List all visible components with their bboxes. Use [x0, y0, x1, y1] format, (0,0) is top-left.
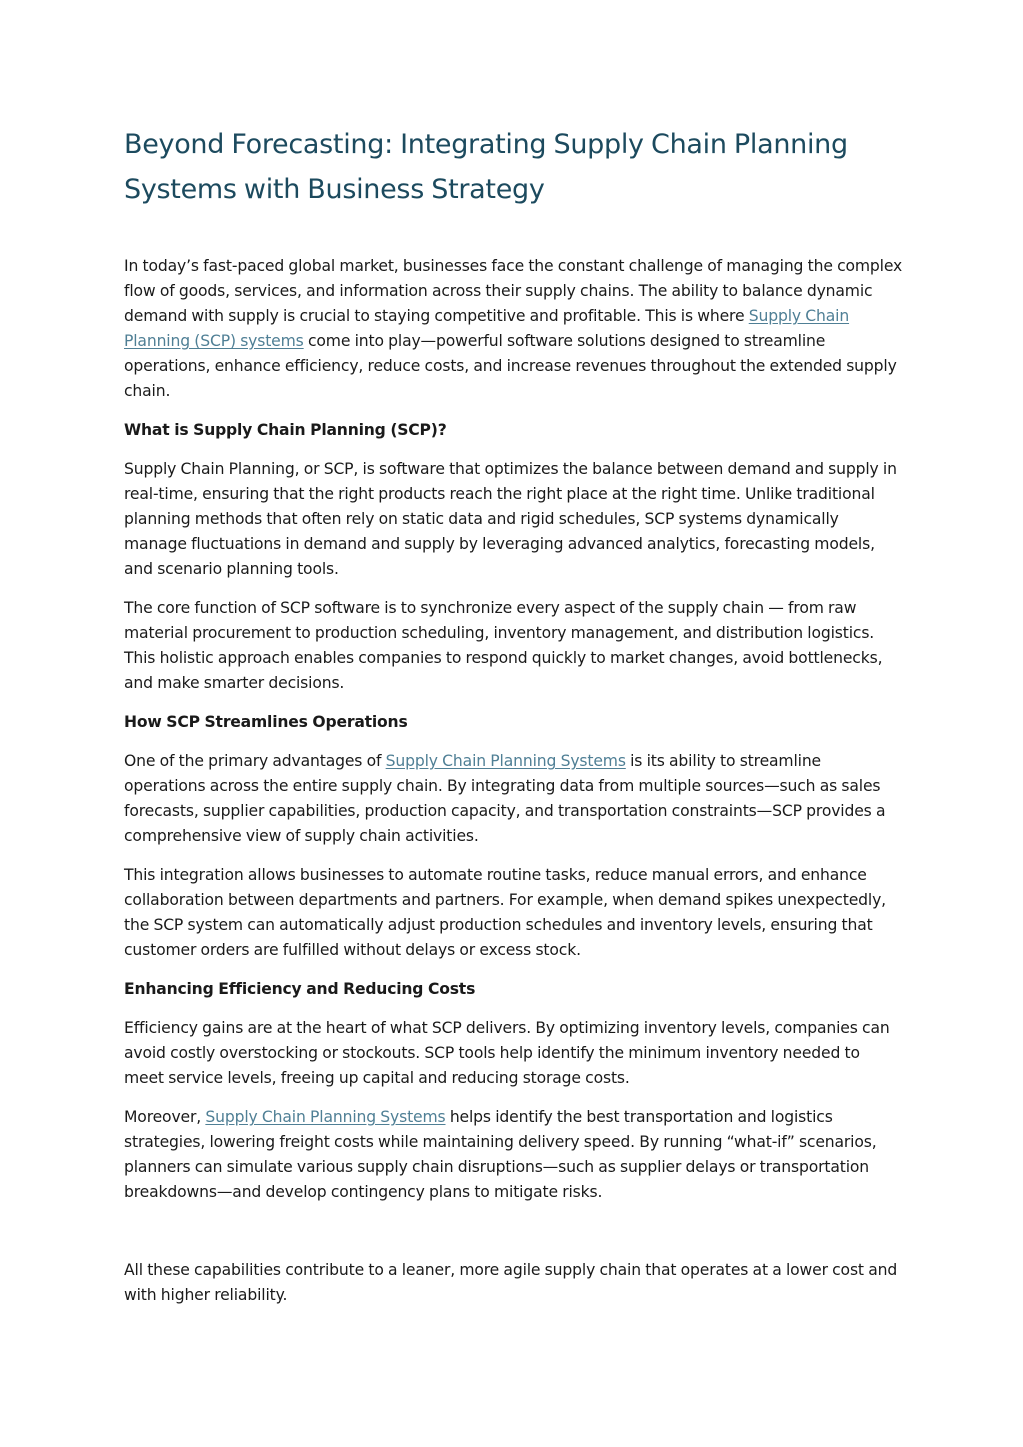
section-heading-streamlines-operations: How SCP Streamlines Operations — [124, 713, 408, 731]
paragraph-scp-core-function: The core function of SCP software is to synchronize every aspect of the supply chain — from raw material procurement to production scheduling, inventory management, and distribution logistics. This holistic approach enables companies to respond quickly to market changes, avoid bottlenecks, and make smarter decisions. — [124, 599, 883, 692]
section-heading-efficiency-costs: Enhancing Efficiency and Reducing Costs — [124, 980, 476, 998]
paragraph-transportation-strategies — [124, 1105, 904, 1205]
moreover-text-before-link: Moreover, — [124, 1108, 206, 1126]
advantages-text-before-link: One of the primary advantages of — [124, 752, 386, 770]
paragraph-efficiency-gains: Efficiency gains are at the heart of what SCP delivers. By optimizing inventory levels, companies can avoid costly overstocking or stockouts. SCP tools help identify the minimum inventory needed to meet service levels, freeing up capital and reducing storage costs. — [124, 1019, 890, 1087]
document-title-line-1: Beyond Forecasting: Integrating Supply Chain Planning — [124, 129, 848, 160]
scp-systems-link-2[interactable]: Supply Chain Planning Systems — [385, 752, 626, 770]
closing-paragraph: All these capabilities contribute to a leaner, more agile supply chain that operates at a lower cost and with higher reliability. — [124, 1261, 898, 1304]
paragraph-primary-advantages — [124, 749, 904, 849]
moreover-text-after-link: helps identify the best transportation and logistics strategies, lowering freight costs while maintaining delivery speed. By running “what-if” scenarios, planners can simulate various supply chain disruptions—such as supplier delays or transportation breakdowns—and develop contingency plans to mitigate risks. — [124, 1108, 877, 1201]
document-title — [124, 122, 904, 212]
document-title-line-2: Systems with Business Strategy — [124, 174, 545, 205]
document-page — [124, 122, 904, 1322]
blank-spacer — [124, 1219, 904, 1258]
scp-systems-link-3[interactable]: Supply Chain Planning Systems — [205, 1108, 446, 1126]
section-heading-what-is-scp: What is Supply Chain Planning (SCP)? — [124, 421, 447, 439]
intro-paragraph — [124, 254, 904, 404]
paragraph-scp-definition: Supply Chain Planning, or SCP, is software that optimizes the balance between demand and supply in real-time, ensuring that the right products reach the right place at the right time. Unlike traditional planning methods that often rely on static data and rigid schedules, SCP systems dynamically manage fluctuations in demand and supply by leveraging advanced analytics, forecasting models, and scenario planning tools. — [124, 460, 897, 578]
intro-text-before-link: In today’s fast-paced global market, businesses face the constant challenge of managing the complex flow of goods, services, and information across their supply chains. The ability to balance dynamic demand with supply is crucial to staying competitive and profitable. This is where — [124, 257, 903, 325]
advantages-text-after-link: is its ability to streamline operations across the entire supply chain. By integrating data from multiple sources—such as sales forecasts, supplier capabilities, production capacity, and transportation constraints—SCP provides a comprehensive view of supply chain activities. — [124, 752, 886, 845]
paragraph-integration-benefits: This integration allows businesses to automate routine tasks, reduce manual errors, and enhance collaboration between departments and partners. For example, when demand spikes unexpectedly, the SCP system can automatically adjust production schedules and inventory levels, ensuring that customer orders are fulfilled without delays or excess stock. — [124, 866, 886, 959]
intro-text-after-link: come into play—powerful software solutions designed to streamline operations, enhance efficiency, reduce costs, and increase revenues throughout the extended supply chain. — [124, 332, 897, 400]
scp-systems-link[interactable]: Supply Chain Planning (SCP) systems — [124, 307, 850, 350]
